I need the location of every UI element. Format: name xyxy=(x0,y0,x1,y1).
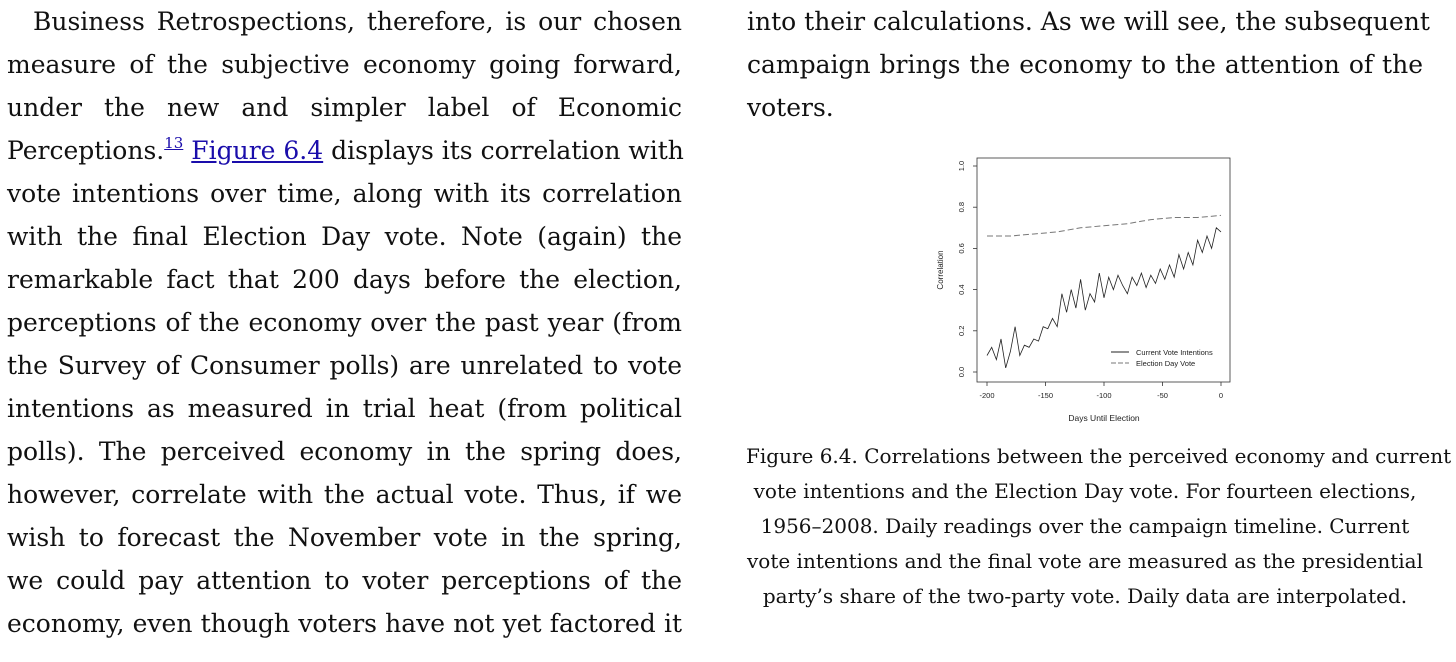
text-fragment: displays its correlation with xyxy=(331,136,684,165)
text-line: the Survey of Consumer polls) are unrelated to vote xyxy=(7,351,682,380)
y-tick-label: 0.2 xyxy=(957,325,966,337)
x-tick-label: -150 xyxy=(1037,391,1054,400)
y-tick-label: 0.4 xyxy=(957,284,966,295)
right-column xyxy=(747,0,1430,129)
caption-line: party’s share of the two-party vote. Daily data are interpolated. xyxy=(762,584,1408,608)
x-tick-label: -100 xyxy=(1096,391,1112,400)
y-tick-label: 0.0 xyxy=(957,366,966,378)
caption-line: 1956–2008. Daily readings over the campaign timeline. Current xyxy=(760,514,1410,538)
caption-line: vote intentions and the Election Day vote. For fourteen elections, xyxy=(753,479,1417,503)
text-fragment: Perceptions. xyxy=(7,136,165,165)
footnote-13-link[interactable]: 13 xyxy=(164,134,184,152)
legend-label: Election Day Vote xyxy=(1136,359,1196,368)
text-line: vote intentions over time, along with its correlation xyxy=(7,179,682,208)
legend-label: Current Vote Intentions xyxy=(1136,348,1213,357)
x-tick-label: 0 xyxy=(1218,391,1224,400)
caption-line: vote intentions and the final vote are measured as the presidential xyxy=(746,549,1423,573)
correlation-chart xyxy=(925,150,1245,430)
text-line: campaign brings the economy to the attention of the xyxy=(747,50,1423,79)
y-axis-label: Correlation xyxy=(936,250,945,290)
text-line-with-link xyxy=(7,129,682,172)
election-day-vote-series xyxy=(987,215,1221,236)
current-vote-intentions-series xyxy=(987,228,1221,368)
text-line: voters. xyxy=(747,93,834,122)
text-line: Business Retrospections, therefore, is our chosen xyxy=(33,7,682,36)
text-line: into their calculations. As we will see, the subsequent xyxy=(747,7,1430,36)
text-line: economy, even though voters have not yet factored it xyxy=(7,609,682,638)
text-line: perceptions of the economy over the past year (from xyxy=(7,308,682,337)
x-tick-label: -50 xyxy=(1157,391,1168,400)
y-tick-label: 0.8 xyxy=(957,201,966,213)
y-tick-label: 1.0 xyxy=(957,160,966,172)
text-line: under the new and simpler label of Economic xyxy=(7,93,682,122)
x-axis-label: Days Until Election xyxy=(1068,413,1140,423)
x-tick-label: -200 xyxy=(979,391,995,400)
text-line: wish to forecast the November vote in the spring, xyxy=(7,523,682,552)
text-line: with the final Election Day vote. Note (again) the xyxy=(7,222,682,251)
text-line: polls). The perceived economy in the spring does, xyxy=(7,437,682,466)
figure-caption xyxy=(746,439,1452,614)
left-column xyxy=(7,0,682,645)
text-line: however, correlate with the actual vote. Thus, if we xyxy=(7,480,682,509)
figure-6-4-link[interactable]: Figure 6.4 xyxy=(191,136,324,165)
text-line: intentions as measured in trial heat (from political xyxy=(7,394,682,423)
figure-6-4 xyxy=(925,150,1245,430)
text-line: measure of the subjective economy going forward, xyxy=(7,50,682,79)
text-line: we could pay attention to voter perceptions of the xyxy=(7,566,682,595)
text-line: remarkable fact that 200 days before the election, xyxy=(7,265,682,294)
caption-line: Figure 6.4. Correlations between the perceived economy and current xyxy=(746,444,1452,468)
y-tick-label: 0.6 xyxy=(957,243,966,254)
